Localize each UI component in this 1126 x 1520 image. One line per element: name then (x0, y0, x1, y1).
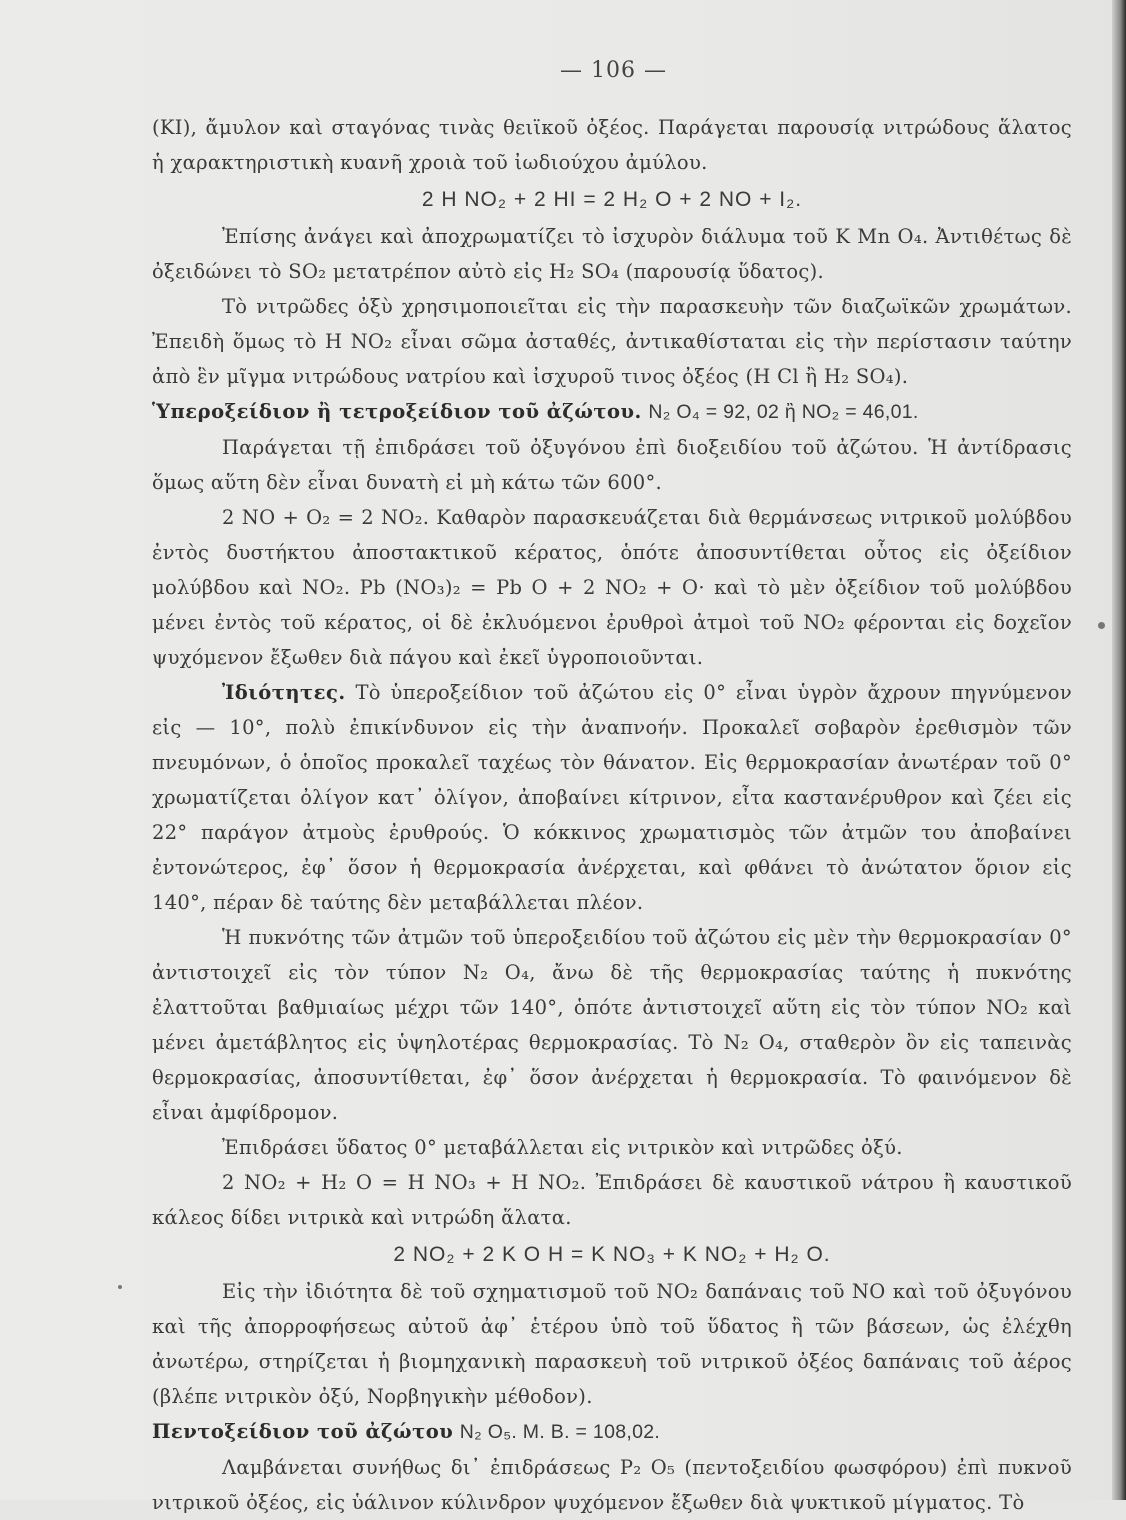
paragraph-text: Τὸ ὑπεροξείδιον τοῦ ἀζώτου εἰς 0° εἶναι ὑγρὸν ἄχρουν πηγνύμενον εἰς — 10°, πολὺ ἐπικίνδυνον εἰς τὴν ἀναπνοήν. Προκαλεῖ σοβαρὸν ἐρεθισμὸν τῶν πνευμόνων, ὁ ὁποῖος προκαλεῖ ταχέως τὸν θάνατον. Εἰς θερμοκρασίαν ἀνωτέραν τοῦ 0° χρωματίζεται ὀλίγον κατ᾽ ὀλίγον, ἀποβαίνει κίτρινον, εἶτα καστανέρυθρον καὶ ζέει εἰς 22° παράγον ἀτμοὺς ἐρυθρούς. Ὁ κόκκινος χρωματισμὸς τῶν ἀτμῶν του ἀποβαίνει ἐντονώτερος, ἐφ᾽ ὅσον ἡ θερμοκρασία ἀνέρχεται, καὶ φθάνει τὸ ἀνώτατον ὅριον εἰς 140°, πέραν δὲ ταύτης δὲν μεταβάλλεται πλέον. (152, 681, 1072, 914)
section-heading-paragraph (152, 675, 1072, 920)
page-edge-shadow (1112, 0, 1126, 1500)
section-heading-paragraph (152, 394, 1072, 430)
paragraph: Τὸ νιτρῶδες ὀξὺ χρησιμοποιεῖται εἰς τὴν παρασκευὴν τῶν διαζωϊκῶν χρωμάτων. Ἐπειδὴ ὅμως τὸ H NO₂ εἶναι σῶμα ἀσταθές, ἀντικαθίσταται εἰς τὴν περίστασιν ταύτην ἀπὸ ἓν μῖγμα νιτρώδους νατρίου καὶ ἰσχυροῦ τινος ὀξέος (H Cl ἢ H₂ SO₄). (152, 295, 1072, 388)
paragraph: Ἡ πυκνότης τῶν ἀτμῶν τοῦ ὑπεροξειδίου τοῦ ἀζώτου εἰς μὲν τὴν θερμοκρασίαν 0° ἀντιστοιχεῖ εἰς τὸν τύπον N₂ O₄, ἄνω δὲ τῆς θερμοκρασίας ταύτης ἡ πυκνότης ἐλαττοῦται βαθμιαίως μέχρι τῶν 140°, ὁπότε ἀντιστοιχεῖ αὕτη εἰς τὸν τύπον NO₂ καὶ μένει ἀμετάβλητος εἰς ὑψηλοτέρας θερμοκρασίας. Τὸ N₂ O₄, σταθερὸν ὂν εἰς ταπεινὰς θερμοκρασίας, ἀποσυντίθεται, ἐφ᾽ ὅσον ἀνέρχεται ἡ θερμοκρασία. Τὸ φαινόμενον δὲ εἶναι ἀμφίδρομον. (152, 926, 1072, 1124)
scan-speck (1098, 622, 1105, 629)
formula-text: N₂ O₅. M. B. = 108,02. (459, 1421, 661, 1443)
equation: 2 NO₂ + 2 K O H = K NO₃ + K NO₂ + H₂ O. (393, 1243, 831, 1266)
paragraph: Παράγεται τῇ ἐπιδράσει τοῦ ὀξυγόνου ἐπὶ διοξειδίου τοῦ ἀζώτου. Ἡ ἀντίδρασις ὅμως αὕτη δὲν εἶναι δυνατὴ εἰ μὴ κάτω τῶν 600°. (152, 436, 1072, 494)
paragraph: Λαμβάνεται συνήθως δι᾽ ἐπιδράσεως P₂ O₅ (πεντοξειδίου φωσφόρου) ἐπὶ πυκνοῦ νιτρικοῦ ὀξέος, εἰς ὑάλινον κύλινδρον ψυχόμενον ἔξωθεν διὰ ψυκτικοῦ μίγματος. Τὸ (152, 1456, 1072, 1514)
paragraph: Εἰς τὴν ἰδιότητα δὲ τοῦ σχηματισμοῦ τοῦ NO₂ δαπάναις τοῦ NO καὶ τοῦ ὀξυγόνου καὶ τῆς ἀπορροφήσεως αὐτοῦ ἀφ᾽ ἑτέρου ὑπὸ τοῦ ὕδατος ἢ τῶν βάσεων, ὡς ἐλέχθη ἀνωτέρω, στηρίζεται ἡ βιομηχανικὴ παρασκευὴ τοῦ νιτρικοῦ ὀξέος δαπάναις τοῦ ἀέρος (βλέπε νιτρικὸν ὀξύ, Νορβηγικὴν μέθοδον). (152, 1280, 1072, 1408)
paragraph: Ἐπιδράσει ὕδατος 0° μεταβάλλεται εἰς νιτρικὸν καὶ νιτρῶδες ὀξύ. (222, 1136, 903, 1159)
scan-speck (118, 1285, 122, 1289)
page-number: — 106 — (560, 58, 667, 83)
section-heading: Ὑπεροξείδιον ἢ τετροξείδιον τοῦ ἀζώτου. (152, 400, 642, 423)
paragraph: 2 NO + O₂ = 2 NO₂. Καθαρὸν παρασκευάζεται διὰ θερμάνσεως νιτρικοῦ μολύβδου ἐντὸς δυστήκτου ἀποστακτικοῦ κέρατος, ὁπότε ἀποσυντίθεται οὗτος εἰς ὀξείδιον μολύβδου καὶ NO₂. Pb (NO₃)₂ = Pb O + 2 NO₂ + O· καὶ τὸ μὲν ὀξείδιον τοῦ μολύβδου μένει ἐντὸς τοῦ κέρατος, οἱ δὲ ἐκλυόμενοι ἐρυθροὶ ἀτμοὶ τοῦ NO₂ φέρονται εἰς δοχεῖον ψυχόμενον ἔξωθεν διὰ πάγου καὶ ἐκεῖ ὑγροποιοῦνται. (152, 506, 1072, 669)
section-heading: Ἰδιότητες. (222, 681, 346, 704)
page-body (152, 110, 1072, 1520)
section-heading: Πεντοξείδιον τοῦ ἀζώτου (152, 1420, 454, 1443)
paragraph: 2 NO₂ + H₂ O = H NO₃ + H NO₂. Ἐπιδράσει δὲ καυστικοῦ νάτρου ἢ καυστικοῦ κάλεος δίδει νιτρικὰ καὶ νιτρώδη ἅλατα. (152, 1171, 1072, 1229)
paragraph: (KI), ἄμυλον καὶ σταγόνας τινὰς θειϊκοῦ ὀξέος. Παράγεται παρουσίᾳ νιτρώδους ἅλατος ἡ χαρακτηριστικὴ κυανῆ χροιὰ τοῦ ἰωδιούχου ἀμύλου. (152, 116, 1072, 174)
paragraph: Ἐπίσης ἀνάγει καὶ ἀποχρωματίζει τὸ ἰσχυρὸν διάλυμα τοῦ K Mn O₄. Ἀντιθέτως δὲ ὀξειδώνει τὸ SO₂ μετατρέπον αὐτὸ εἰς H₂ SO₄ (παρουσίᾳ ὕδατος). (152, 225, 1072, 283)
formula-text: N₂ O₄ = 92, 02 ἢ NO₂ = 46,01. (648, 401, 919, 423)
equation: 2 H NO₂ + 2 HI = 2 H₂ O + 2 NO + I₂. (421, 188, 803, 211)
section-heading-paragraph (152, 1414, 1072, 1450)
